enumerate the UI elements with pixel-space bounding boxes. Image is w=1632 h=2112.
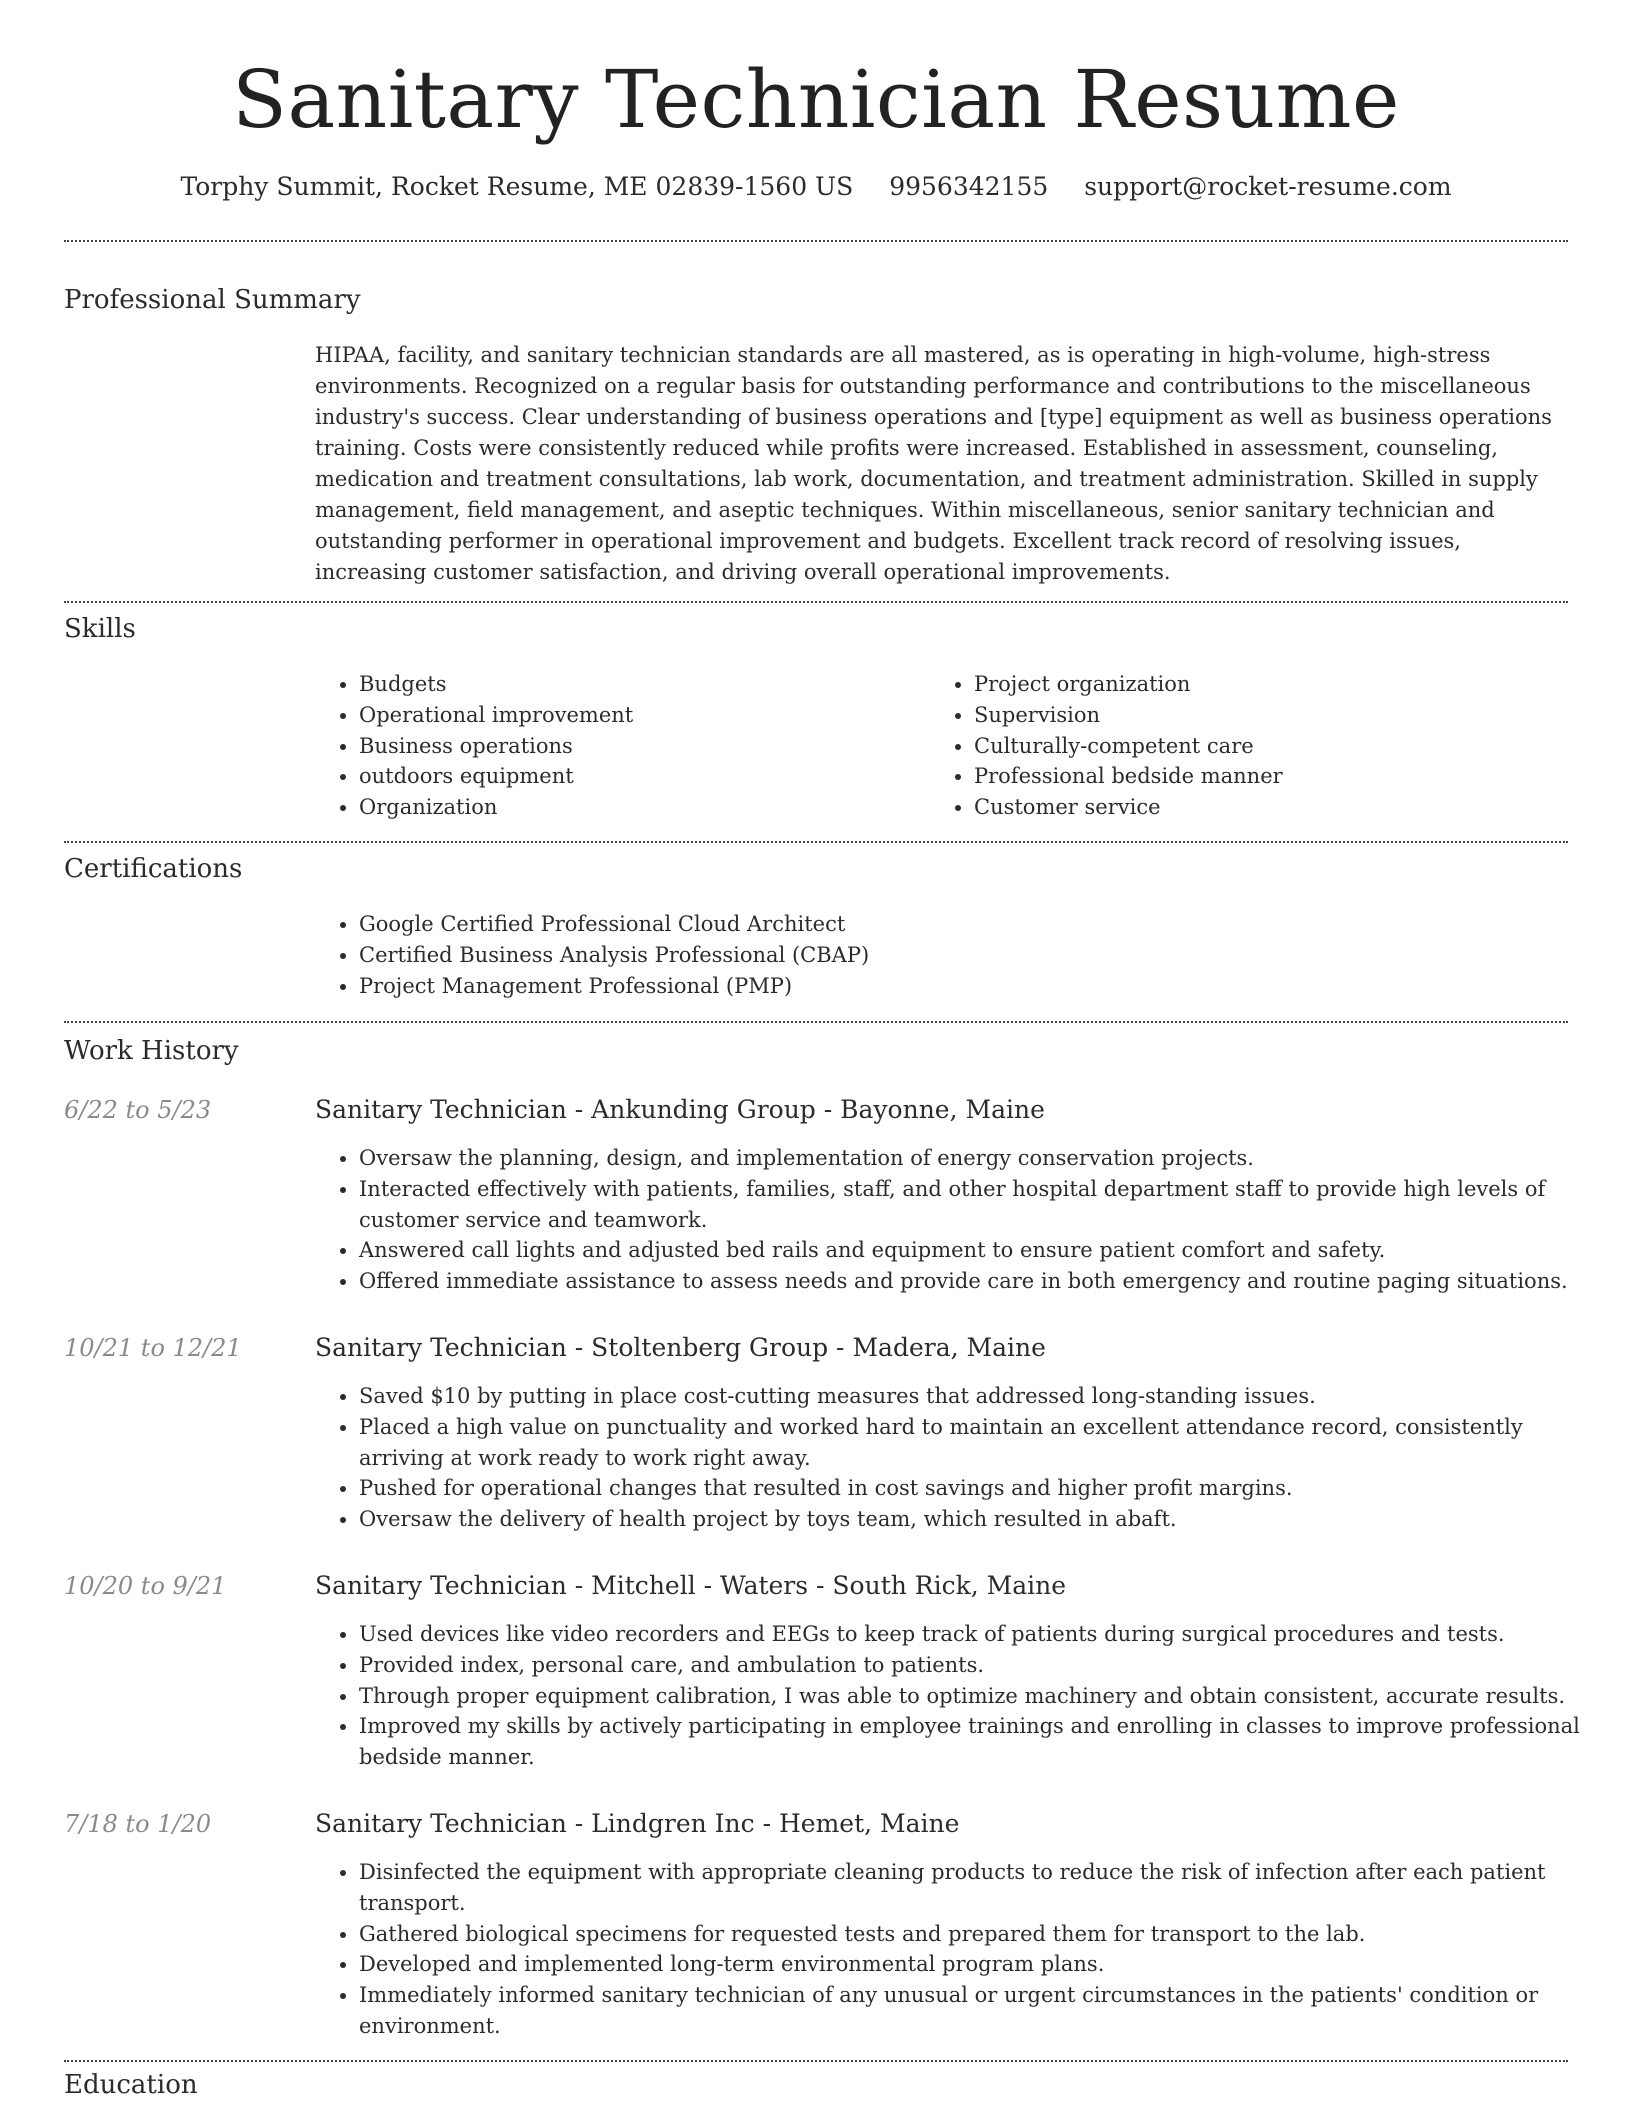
job-bullet: • Oversaw the delivery of health project by toys team, which resulted in abaft. xyxy=(359,1504,1589,1535)
certifications-list xyxy=(315,909,1559,1001)
job-bullet: • Provided index, personal care, and ambulation to patients. xyxy=(359,1650,1589,1681)
job-title: Sanitary Technician - Lindgren Inc - Hemet, Maine xyxy=(315,1809,960,1838)
skill-item: • Organization xyxy=(359,792,919,823)
summary-text: HIPAA, facility, and sanitary technician standards are all mastered, as is operating in high-volume, high-stress environments. Recognized on a regular basis for outstanding performance and contributions to the miscellaneous industry's success. Clear understanding of business operations and [type] equipment as well as business operations training. Costs were consistently reduced while profits were increased. Established in assessment, counseling, medication and treatment consultations, lab work, documentation, and treatment administration. Skilled in supply management, field management, and aseptic techniques. Within miscellaneous, senior sanitary technician and outstanding performer in operational improvement and budgets. Excellent track record of resolving issues, increasing customer satisfaction, and driving overall operational improvements. xyxy=(315,343,1552,584)
job-bullet: • Oversaw the planning, design, and implementation of energy conservation projects. xyxy=(359,1143,1589,1174)
skill-item: • outdoors equipment xyxy=(359,761,919,792)
job-title: Sanitary Technician - Ankunding Group - Bayonne, Maine xyxy=(315,1095,1045,1124)
skill-item: • Business operations xyxy=(359,731,919,762)
job-bullet: • Immediately informed sanitary technician of any unusual or urgent circumstances in the patients' condition or environment. xyxy=(359,1980,1589,2042)
section-title-skills: Skills xyxy=(64,614,136,644)
divider xyxy=(64,1021,1568,1023)
job-bullet: • Through proper equipment calibration, I was able to optimize machinery and obtain consistent, accurate results. xyxy=(359,1681,1589,1712)
job-bullet: • Offered immediate assistance to assess needs and provide care in both emergency and routine paging situations. xyxy=(359,1266,1589,1297)
contact-line xyxy=(64,170,1568,204)
job-bullet: • Improved my skills by actively participating in employee trainings and enrolling in classes to improve professional bedside manner. xyxy=(359,1711,1589,1773)
certification-item: • Google Certified Professional Cloud Architect xyxy=(359,909,1559,940)
skill-item: • Project organization xyxy=(974,669,1574,700)
divider xyxy=(64,601,1568,603)
job-bullets xyxy=(315,1381,1589,1535)
skills-list-right xyxy=(930,669,1574,823)
job-bullet: • Placed a high value on punctuality and worked hard to maintain an excellent attendance record, consistently arriving at work ready to work right away. xyxy=(359,1412,1589,1474)
skills-list-left xyxy=(315,669,919,823)
job-bullet: • Pushed for operational changes that resulted in cost savings and higher profit margins. xyxy=(359,1473,1589,1504)
skill-item: • Supervision xyxy=(974,700,1574,731)
job-bullet: • Answered call lights and adjusted bed rails and equipment to ensure patient comfort and safety. xyxy=(359,1235,1589,1266)
job-dates: 7/18 to 1/20 xyxy=(64,1810,212,1838)
skill-item: • Operational improvement xyxy=(359,700,919,731)
job-bullet: • Interacted effectively with patients, families, staff, and other hospital department staff to provide high levels of customer service and teamwork. xyxy=(359,1174,1589,1236)
job-bullets xyxy=(315,1143,1589,1297)
divider xyxy=(64,2060,1568,2062)
job-bullet: • Saved $10 by putting in place cost-cutting measures that addressed long-standing issues. xyxy=(359,1381,1589,1412)
skill-item: • Customer service xyxy=(974,792,1574,823)
section-title-summary: Professional Summary xyxy=(64,285,361,315)
skill-item: • Culturally-competent care xyxy=(974,731,1574,762)
section-title-certifications: Certifications xyxy=(64,854,243,884)
resume-title: Sanitary Technician Resume xyxy=(232,53,1400,146)
skill-item: • Professional bedside manner xyxy=(974,761,1574,792)
certification-item: • Certified Business Analysis Professional (CBAP) xyxy=(359,940,1559,971)
contact-phone: 9956342155 xyxy=(889,172,1049,201)
job-title: Sanitary Technician - Mitchell - Waters - South Rick, Maine xyxy=(315,1571,1067,1600)
job-dates: 10/21 to 12/21 xyxy=(64,1334,242,1362)
job-dates: 6/22 to 5/23 xyxy=(64,1096,212,1124)
job-title: Sanitary Technician - Stoltenberg Group - Madera, Maine xyxy=(315,1333,1046,1362)
certification-item: • Project Management Professional (PMP) xyxy=(359,971,1559,1002)
skill-item: • Budgets xyxy=(359,669,919,700)
job-dates: 10/20 to 9/21 xyxy=(64,1572,227,1600)
contact-address: Torphy Summit, Rocket Resume, ME 02839-1560 US xyxy=(180,172,854,201)
section-title-education: Education xyxy=(64,2070,198,2100)
job-bullets xyxy=(315,1857,1589,2042)
job-bullet: • Disinfected the equipment with appropriate cleaning products to reduce the risk of infection after each patient transport. xyxy=(359,1857,1589,1919)
job-bullet: • Developed and implemented long-term environmental program plans. xyxy=(359,1949,1589,1980)
divider xyxy=(64,240,1568,242)
divider xyxy=(64,841,1568,843)
contact-email: support@rocket-resume.com xyxy=(1084,172,1452,201)
section-title-work-history: Work History xyxy=(64,1036,239,1066)
job-bullets xyxy=(315,1619,1589,1773)
job-bullet: • Used devices like video recorders and EEGs to keep track of patients during surgical procedures and tests. xyxy=(359,1619,1589,1650)
job-bullet: • Gathered biological specimens for requested tests and prepared them for transport to the lab. xyxy=(359,1919,1589,1950)
